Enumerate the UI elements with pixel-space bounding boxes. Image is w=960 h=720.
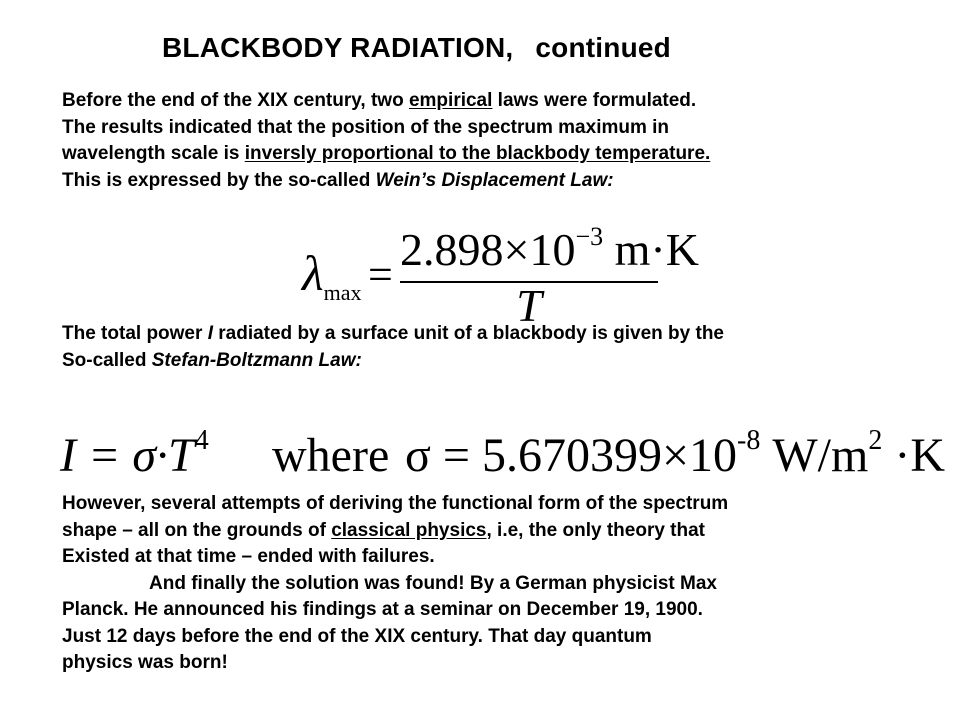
- law-name: Stefan-Boltzmann Law:: [151, 349, 362, 371]
- symbol-I: I: [207, 323, 213, 344]
- intro-text: This is expressed by the so-called: [62, 169, 376, 191]
- wien-lhs: [302, 245, 362, 308]
- numerator-exponent: −3: [575, 222, 604, 251]
- stefan-where: where: [272, 429, 390, 482]
- intro-paragraph: [62, 88, 710, 194]
- closing-text: Just 12 days before the end of the XIX century. That day quantum: [62, 625, 652, 647]
- sigma-exponent: -8: [737, 425, 761, 456]
- closing-text: However, several attempts of deriving the functional form of the spectrum: [62, 493, 729, 514]
- wien-fraction: [400, 222, 699, 331]
- stefan-intro-paragraph: [62, 321, 724, 374]
- underlined-phrase: inversly proportional to the blackbody temperature.: [244, 143, 711, 164]
- wien-denominator: T: [516, 280, 542, 331]
- slide-title: [162, 32, 671, 64]
- closing-text: , i.e, the only theory that: [486, 519, 706, 541]
- wien-numerator: [400, 222, 699, 282]
- stefan-constant: [405, 425, 945, 489]
- intro-text: Before the end of the XIX century, two: [62, 90, 409, 111]
- closing-text: Planck. He announced his findings at a seminar on December 19, 1900.: [62, 599, 703, 620]
- wien-equals: =: [368, 250, 393, 299]
- intro-text: wavelength scale is: [62, 143, 245, 164]
- intro-text: The results indicated that the position of the spectrum maximum in: [62, 116, 670, 138]
- title-continued: continued: [535, 32, 671, 63]
- closing-text: And finally the solution was found! By a German physicist Max: [149, 572, 717, 594]
- numerator-units: m·K: [603, 224, 699, 275]
- stefan-intro-text: The total power: [62, 323, 208, 344]
- closing-text: physics was born!: [62, 652, 228, 673]
- stefan-intro-text: So-called: [62, 349, 152, 371]
- sigma-units: W/m: [760, 429, 869, 482]
- sigma-units-k: ·K: [882, 429, 945, 482]
- stefan-exponent: 4: [194, 425, 209, 456]
- closing-text: Existed at that time – ended with failures.: [62, 546, 435, 567]
- stefan-formula: I = σ·T: [60, 429, 195, 482]
- intro-text: laws were formulated.: [492, 90, 697, 111]
- numerator-value: 2.898×10: [400, 224, 576, 275]
- lambda-symbol: λ: [302, 245, 324, 301]
- units-exponent: 2: [868, 425, 883, 456]
- title-main: BLACKBODY RADIATION,: [162, 32, 514, 63]
- closing-paragraph: [62, 491, 728, 677]
- stefan-lhs: [60, 425, 209, 489]
- law-name: Wein’s Displacement Law:: [375, 169, 614, 191]
- closing-text: shape – all on the grounds of: [62, 519, 332, 541]
- lambda-subscript: max: [323, 280, 362, 305]
- underlined-term: classical physics: [331, 519, 487, 541]
- sigma-value: σ = 5.670399×10: [405, 429, 738, 482]
- stefan-intro-text: radiated by a surface unit of a blackbody is given by the: [212, 323, 724, 344]
- underlined-term: empirical: [408, 90, 493, 111]
